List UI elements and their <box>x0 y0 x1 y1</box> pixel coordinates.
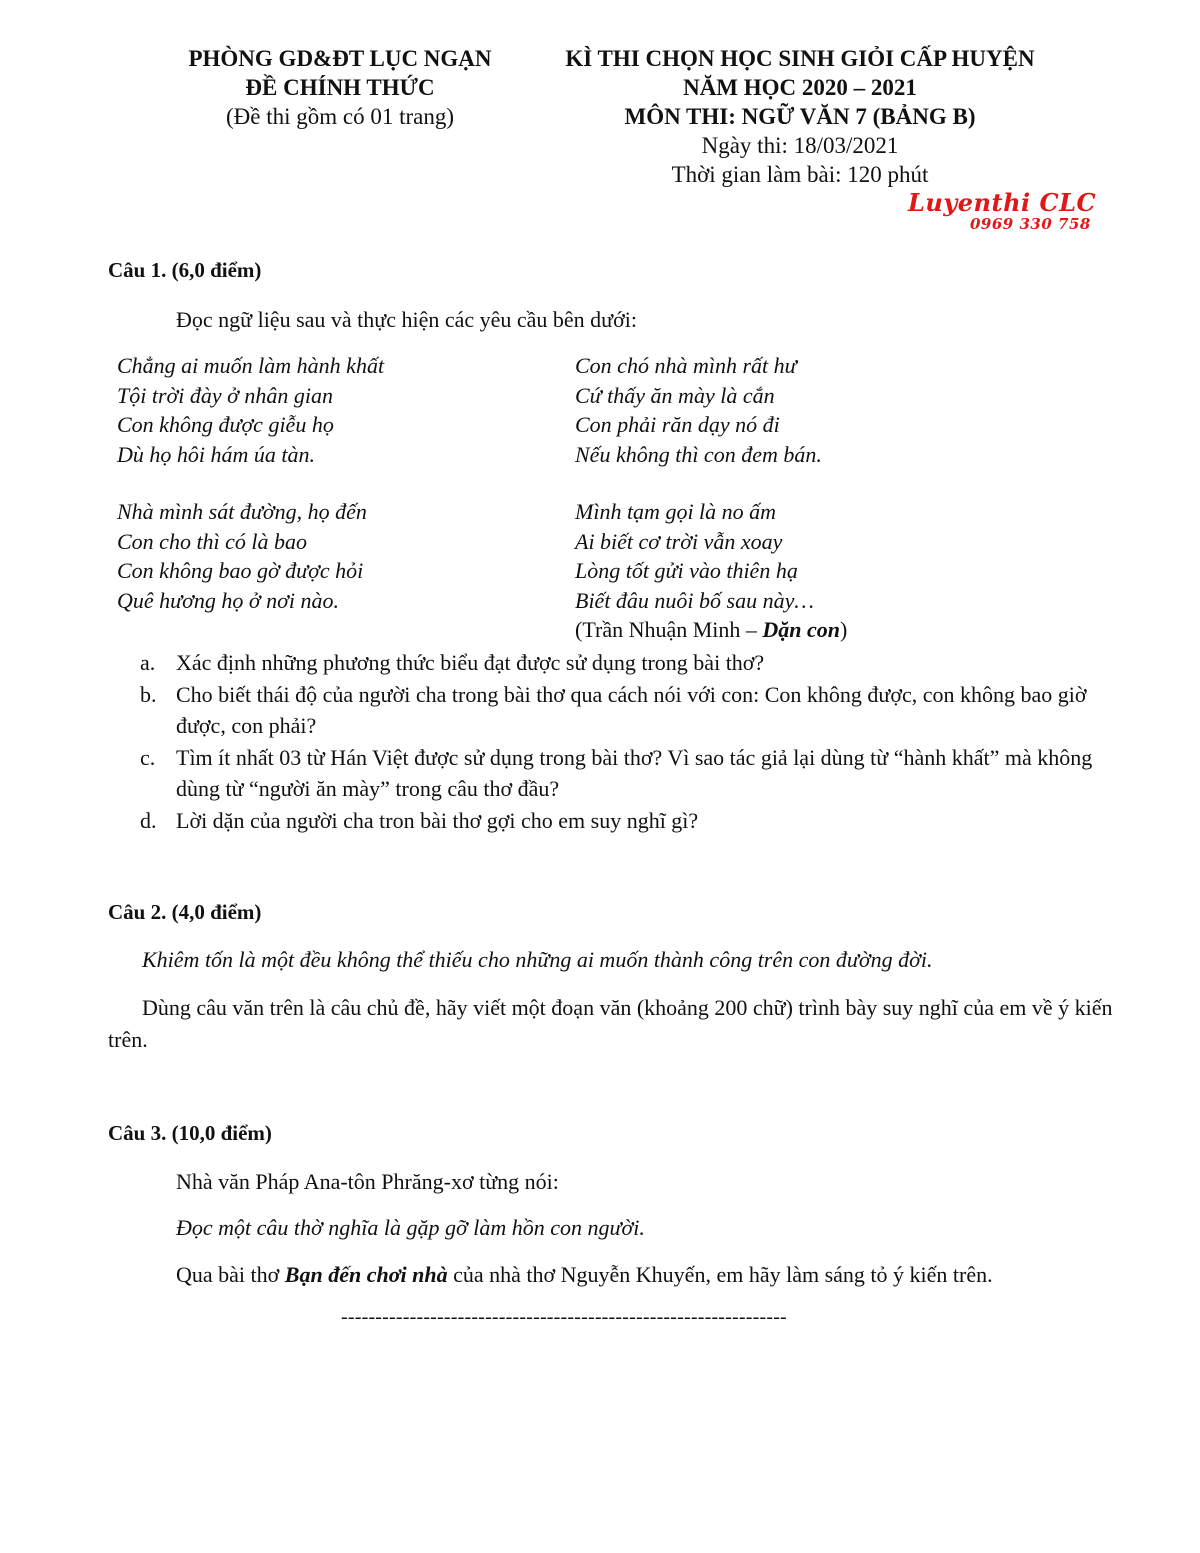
task-marker: d. <box>140 807 157 833</box>
task-item-d <box>140 805 1140 837</box>
poem-line: Biết đâu nuôi bố sau này… <box>575 587 814 613</box>
prompt-text: của nhà thơ Nguyễn Khuyến, em hãy làm sáng tỏ ý kiến trên. <box>447 1262 993 1287</box>
poem-line: Tội trời đày ở nhân gian <box>117 382 333 408</box>
task-marker: a. <box>140 650 156 675</box>
poem-line: Quê hương họ ở nơi nào. <box>117 587 339 613</box>
question-2-prompt: Dùng câu văn trên là câu chủ đề, hãy viết một đoạn văn (khoảng 200 chữ) trình bày suy nghĩ của em về ý kiến trên. <box>108 995 1113 1052</box>
header-right <box>520 44 1080 189</box>
poem-line: Mình tạm gọi là no ấm <box>575 499 777 524</box>
poem-source-close: ) <box>840 617 848 642</box>
page-count-note: (Đề thi gồm có 01 trang) <box>225 104 455 129</box>
task-text: Cho biết thái độ của người cha trong bài thơ qua cách nói với con: Con không được, con không bao giờ được, con phải? <box>176 681 1087 738</box>
task-item-b <box>140 679 1140 742</box>
task-item-a <box>140 647 1140 679</box>
poem-source <box>575 615 847 644</box>
end-of-exam-divider: ----------------------------------------------------------------- <box>341 1306 787 1328</box>
poem-line: Ai biết cơ trời vẫn xoay <box>575 528 783 554</box>
poem-stanza-4 <box>575 497 814 615</box>
poem-line: Con phải răn dạy nó đi <box>575 412 780 437</box>
poem-line: Con chó nhà mình rất hư <box>575 353 797 378</box>
question-1-instruction: Đọc ngữ liệu sau và thực hiện các yêu cầu bên dưới: <box>176 307 637 332</box>
poem-line: Cứ thấy ăn mày là cắn <box>575 382 775 408</box>
question-1-title: Câu 1. (6,0 điểm) <box>108 258 262 282</box>
question-3-intro: Nhà văn Pháp Ana-tôn Phrăng-xơ từng nói: <box>176 1169 559 1194</box>
exam-title: KÌ THI CHỌN HỌC SINH GIỎI CẤP HUYỆN <box>565 46 1035 71</box>
poem-stanza-2 <box>575 351 822 469</box>
official-exam-label: ĐỀ CHÍNH THỨC <box>245 75 435 100</box>
question-3-title: Câu 3. (10,0 điểm) <box>108 1121 272 1145</box>
question-3-prompt <box>176 1260 993 1289</box>
question-2-title: Câu 2. (4,0 điểm) <box>108 900 262 924</box>
question-1-tasks <box>140 647 1140 836</box>
poem-line: Chẳng ai muốn làm hành khất <box>117 353 385 378</box>
poem-stanza-3 <box>117 497 367 615</box>
task-text: Tìm ít nhất 03 từ Hán Việt được sử dụng trong bài thơ? Vì sao tác giả lại dùng từ “hành khất” mà không dùng từ “người ăn mày” trong câu thơ đầu? <box>176 744 1093 801</box>
question-2-quote: Khiêm tốn là một đều không thể thiếu cho những ai muốn thành công trên con đường đời. <box>142 947 933 972</box>
watermark-logo <box>908 190 1096 232</box>
question-3-quote: Đọc một câu thờ nghĩa là gặp gỡ làm hồn con người. <box>176 1215 645 1240</box>
poem-stanza-1 <box>117 351 384 469</box>
task-item-c <box>140 742 1140 805</box>
exam-duration: Thời gian làm bài: 120 phút <box>671 162 929 187</box>
poem-line: Con không được giễu họ <box>117 412 334 437</box>
header-left <box>150 44 530 131</box>
exam-subject: MÔN THI: NGỮ VĂN 7 (BẢNG B) <box>624 104 976 129</box>
department-name: PHÒNG GD&ĐT LỤC NGẠN <box>188 46 492 71</box>
task-marker: c. <box>140 744 156 770</box>
referenced-poem-title: Bạn đến chơi nhà <box>284 1262 448 1287</box>
task-marker: b. <box>140 681 157 707</box>
watermark-brand: Luyenthi CLC <box>908 188 1097 217</box>
task-text: Xác định những phương thức biểu đạt được sử dụng trong bài thơ? <box>176 650 765 675</box>
watermark-phone: 0969 330 758 <box>970 215 1091 233</box>
poem-line: Lòng tốt gửi vào thiên hạ <box>575 558 798 583</box>
poem-author: (Trần Nhuận Minh – <box>575 617 763 642</box>
poem-work-title: Dặn con <box>762 617 841 642</box>
prompt-text: Qua bài thơ <box>176 1262 285 1287</box>
exam-date: Ngày thi: 18/03/2021 <box>701 133 899 158</box>
poem-line: Con cho thì có là bao <box>117 528 308 554</box>
poem-line: Nhà mình sát đường, họ đến <box>117 499 367 524</box>
poem-line: Con không bao gờ được hỏi <box>117 558 364 583</box>
task-text: Lời dặn của người cha tron bài thơ gợi cho em suy nghĩ gì? <box>176 807 699 833</box>
poem-line: Dù họ hôi hám úa tàn. <box>117 441 315 467</box>
poem-line: Nếu không thì con đem bán. <box>575 441 822 467</box>
school-year: NĂM HỌC 2020 – 2021 <box>683 75 917 100</box>
